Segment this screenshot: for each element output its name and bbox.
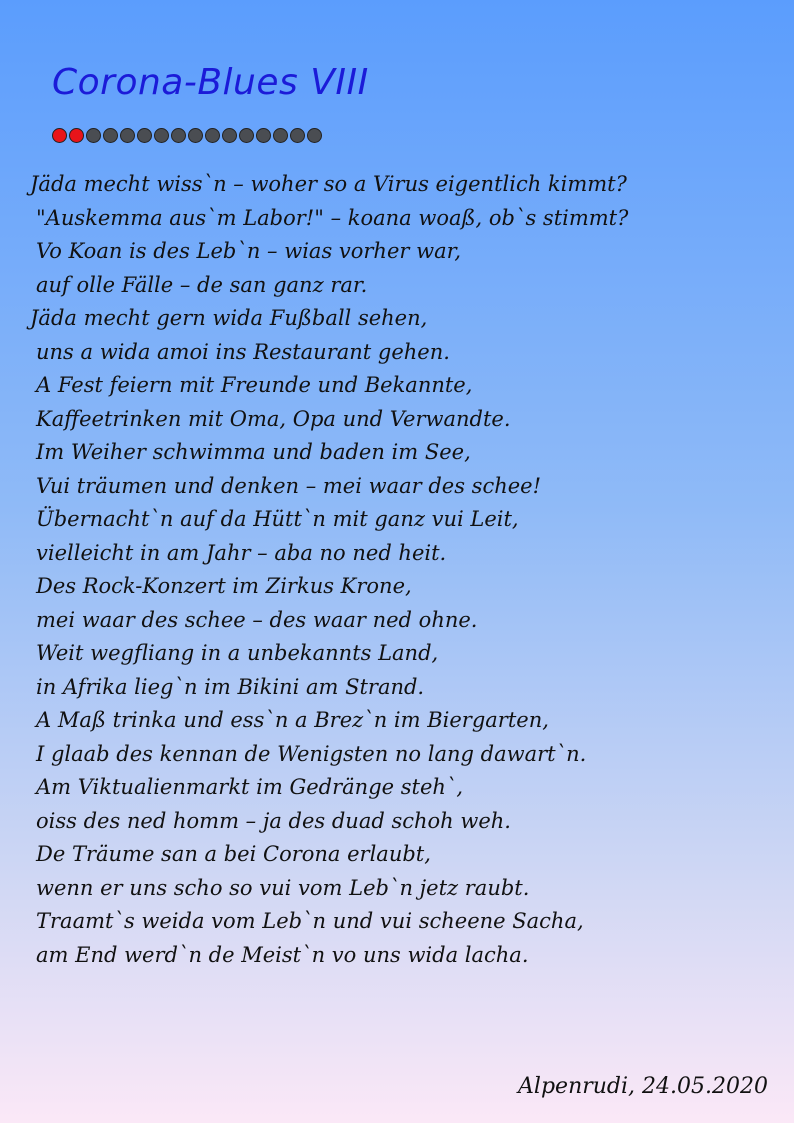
poem-line: Kaffeetrinken mit Oma, Opa und Verwandte.: [36, 406, 511, 431]
dot-row: [52, 128, 324, 143]
poem-line: Vo Koan is des Leb`n – wias vorher war,: [36, 239, 462, 263]
dot: [188, 128, 203, 143]
poem-line: auf olle Fälle – de san ganz rar.: [36, 272, 368, 297]
dot: [137, 128, 152, 143]
poem-line: wenn er uns scho so vui vom Leb`n jetz raubt.: [36, 875, 530, 900]
dot: [290, 128, 305, 143]
poem-line: mei waar des schee – des waar ned ohne.: [36, 607, 478, 632]
dot: [273, 128, 288, 143]
poem-line: Traamt`s weida vom Leb`n und vui scheene Sacha,: [36, 909, 584, 933]
dot: [171, 128, 186, 143]
poem-line: Am Viktualienmarkt im Gedränge steh`,: [36, 775, 464, 799]
dot: [86, 128, 101, 143]
poem-line: Jäda mecht wiss`n – woher so a Virus eigentlich kimmt?: [30, 172, 627, 196]
poem-line: vielleicht in am Jahr – aba no ned heit.: [36, 540, 447, 565]
poem-line: Im Weiher schwimma und baden im See,: [36, 440, 471, 464]
poem-title: Corona-Blues VIII: [52, 62, 369, 103]
dot: [222, 128, 237, 143]
dot: [307, 128, 322, 143]
poem-line: Übernacht`n auf da Hütt`n mit ganz vui Leit,: [36, 507, 519, 531]
poem-line: Vui träumen und denken – mei waar des schee!: [36, 473, 542, 498]
poem-line: De Träume san a bei Corona erlaubt,: [36, 842, 431, 866]
dot: [239, 128, 254, 143]
poem-line: oiss des ned homm – ja des duad schoh weh.: [36, 808, 511, 833]
poem-line: "Auskemma aus`m Labor!" – koana woaß, ob`s stimmt?: [36, 205, 629, 230]
dot: [103, 128, 118, 143]
poem-line: Des Rock-Konzert im Zirkus Krone,: [36, 574, 412, 598]
dot-highlighted: [69, 128, 84, 143]
poem-line: am End werd`n de Meist`n vo uns wida lacha.: [36, 942, 529, 967]
poem-line: in Afrika lieg`n im Bikini am Strand.: [36, 674, 425, 699]
dot-highlighted: [52, 128, 67, 143]
signature: Alpenrudi, 24.05.2020: [518, 1074, 768, 1099]
dot: [256, 128, 271, 143]
dot: [120, 128, 135, 143]
poem-line: I glaab des kennan de Wenigsten no lang dawart`n.: [36, 741, 587, 766]
dot: [205, 128, 220, 143]
poem-line: A Fest feiern mit Freunde und Bekannte,: [36, 373, 473, 397]
poem-line: Weit wegfliang in a unbekannts Land,: [36, 641, 439, 665]
poem-line: uns a wida amoi ins Restaurant gehen.: [36, 339, 450, 364]
poem-line: Jäda mecht gern wida Fußball sehen,: [30, 306, 428, 330]
poem-body: [30, 168, 628, 972]
dot: [154, 128, 169, 143]
poem-line: A Maß trinka und ess`n a Brez`n im Biergarten,: [36, 708, 549, 732]
